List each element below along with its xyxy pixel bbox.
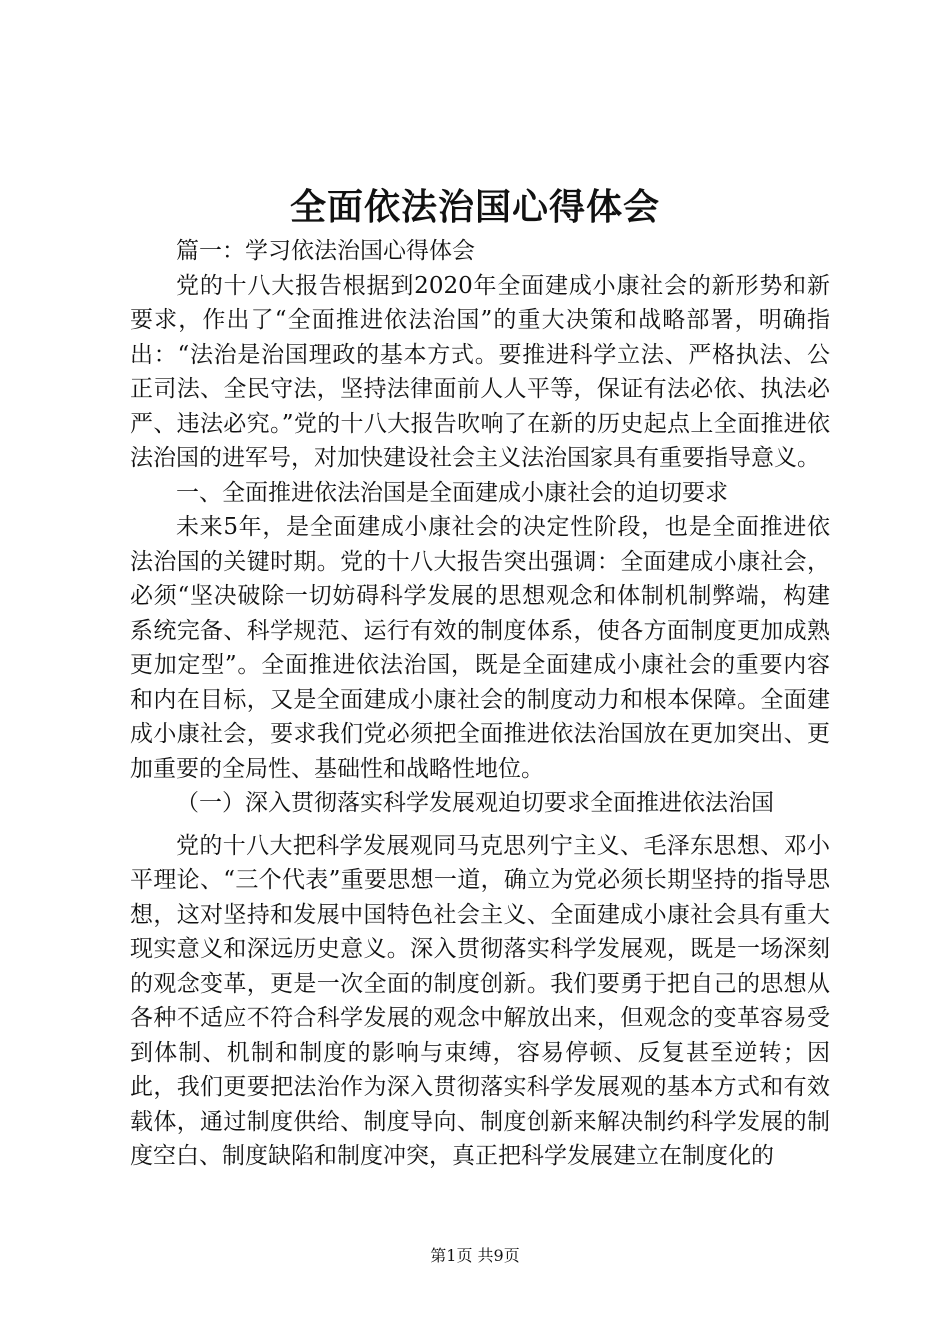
subsection-heading: （一）深入贯彻落实科学发展观迫切要求全面推进依法治国: [176, 790, 774, 816]
section-heading: 一、全面推进依法治国是全面建成小康社会的迫切要求: [176, 479, 728, 506]
document-title: 全面依法治国心得体会: [289, 187, 660, 228]
section-heading: 篇一：学习依法治国心得体会: [176, 238, 475, 264]
body-paragraph: 党的十八大报告根据到2020年全面建成小康社会的新形势和新要求，作出了“全面推进依法治国”的重大决策和战略部署，明确指出：“法治是治国理政的基本方式。要推进科学立法、严格执法、公正司法、全民守法，坚持法律面前人人平等，保证有法必依、执法必严、违法必究。”党的十八大报告吹响了在新的历史起点上全面推进依法治国的进军号，对加快建设社会主义法治国家具有重要指导意义。: [130, 272, 830, 471]
document-body: [130, 234, 830, 1174]
body-paragraph: 党的十八大把科学发展观同马克思列宁主义、毛泽东思想、邓小平理论、“三个代表”重要思想一道，确立为党必须长期坚持的指导思想，这对坚持和发展中国特色社会主义、全面建成小康社会具有重大现实意义和深远历史意义。深入贯彻落实科学发展观，既是一场深刻的观念变革，更是一次全面的制度创新。我们要勇于把自己的思想从各种不适应不符合科学发展的观念中解放出来，但观念的变革容易受到体制、机制和制度的影响与束缚，容易停顿、反复甚至逆转；因此，我们更要把法治作为深入贯彻落实科学发展观的基本方式和有效载体，通过制度供给、制度导向、制度创新来解决制约科学发展的制度空白、制度缺陷和制度冲突，真正把科学发展建立在制度化的: [130, 832, 830, 1169]
page-footer: 第1页 共9页: [430, 1246, 520, 1265]
body-paragraph: 未来5年，是全面建成小康社会的决定性阶段，也是全面推进依法治国的关键时期。党的十八大报告突出强调：全面建成小康社会，必须“坚决破除一切妨碍科学发展的思想观念和体制机制弊端，构建系统完备、科学规范、运行有效的制度体系，使各方面制度更加成熟更加定型”。全面推进依法治国，既是全面建成小康社会的重要内容和内在目标，又是全面建成小康社会的制度动力和根本保障。全面建成小康社会，要求我们党必须把全面推进依法治国放在更加突出、更加重要的全局性、基础性和战略性地位。: [130, 514, 830, 782]
